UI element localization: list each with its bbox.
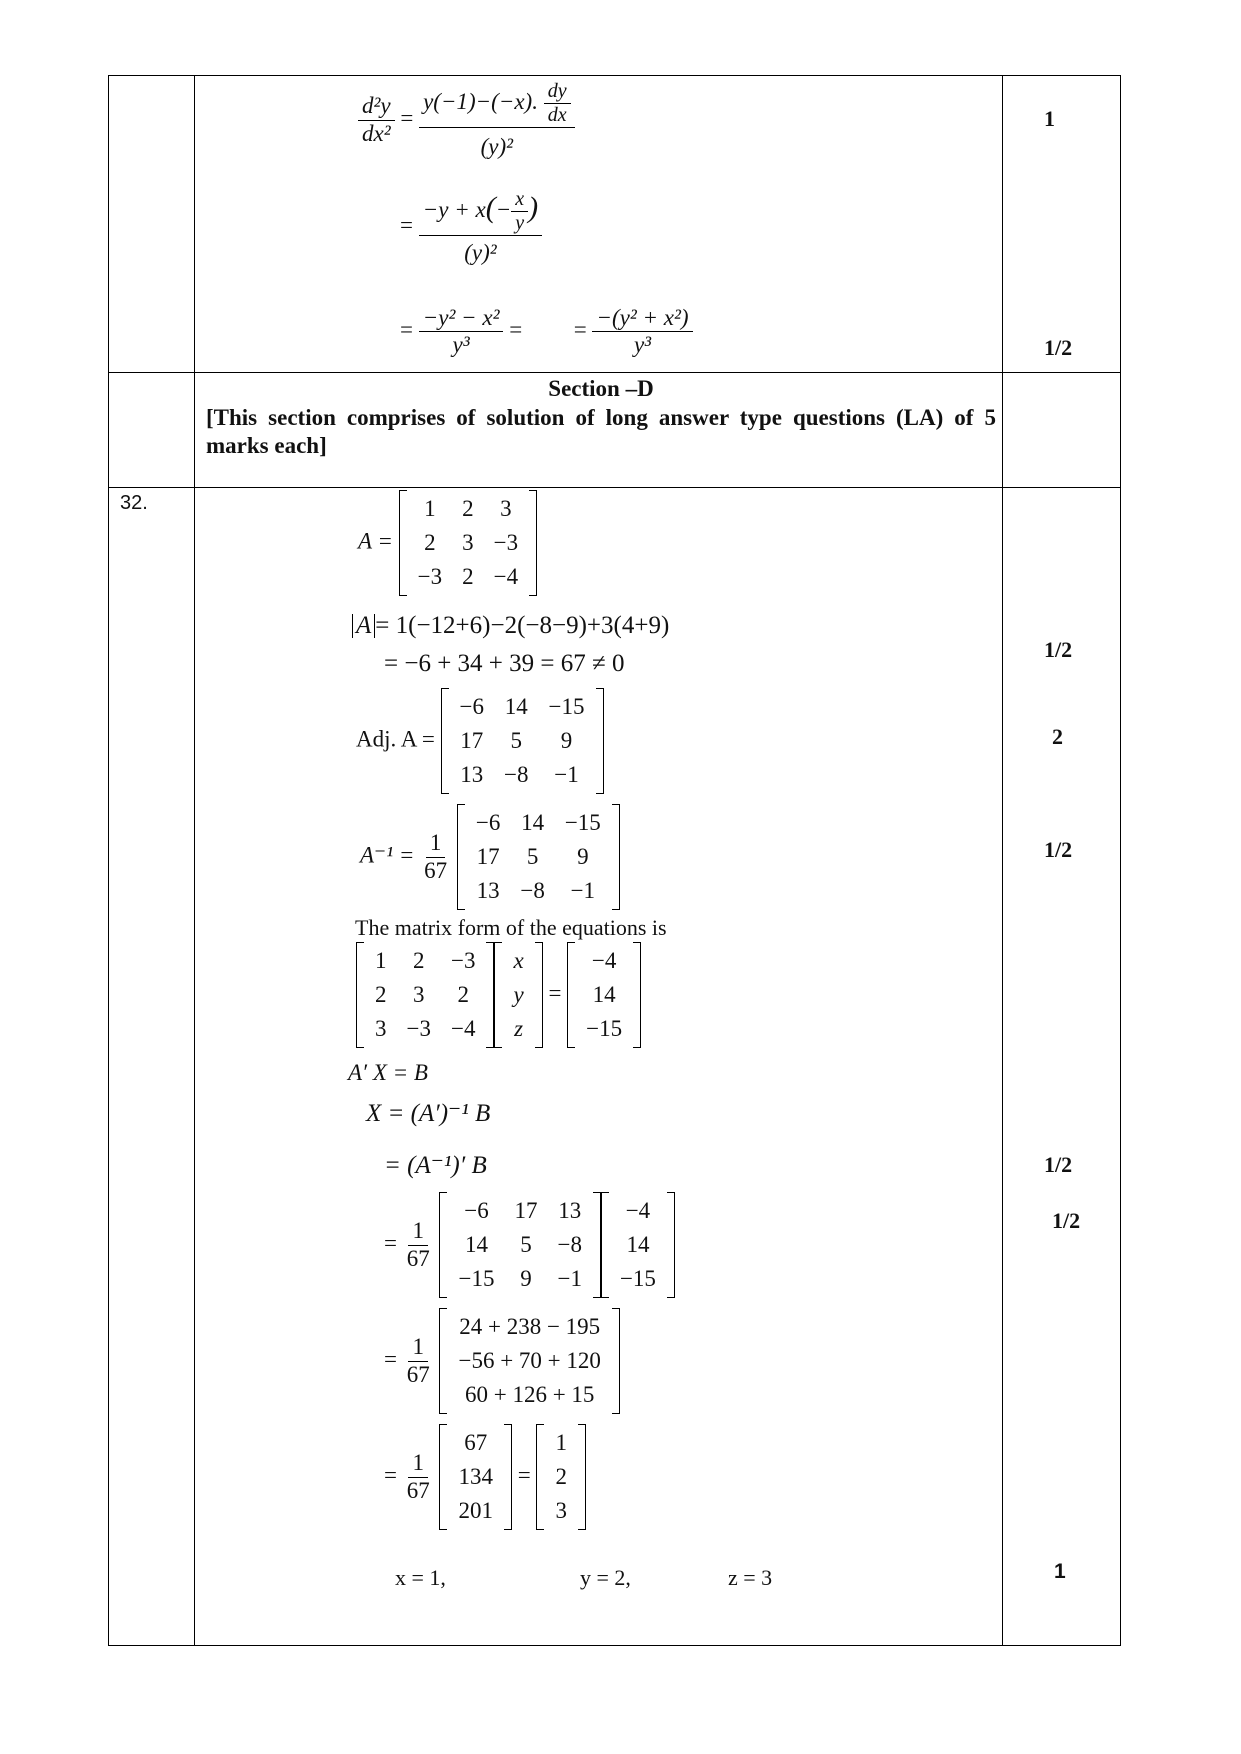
answer-x: x = 1, [395,1565,446,1590]
equation-solve-x: X = (A′)⁻¹ B [366,1100,491,1127]
coefficient-matrix: 1 2 −3 2 3 2 3 −3 −4 [356,942,494,1048]
column-divider-1 [194,75,195,1646]
expanded-vector: 24 + 238 − 195 −56 + 70 + 120 60 + 126 + 15 [439,1308,619,1414]
second-derivative-line-3: = $\frac{\text{−y² − x²}}{\text{y³}}$ = = $\frac{\text{−(y² + x²)}}{\text{y³}}$ [400,305,693,359]
second-derivative-line-2: = −y + x(− $\frac{x}{y}$ ) (y)² [400,188,542,266]
mark-7: 1/2 [1052,1208,1081,1233]
system-matrix-equation: 1 2 −3 2 3 2 3 −3 −4 x y z = −4 14 −15 [356,942,641,1048]
mark-8: 1 [1054,1560,1066,1583]
adjoint-block: Adj. A = −6 14 −15 17 5 9 13 −8 −1 [356,688,604,794]
table-right-border [1120,75,1121,1646]
adjoint-transpose-matrix: −6 17 13 14 5 −8 −15 9 −1 [439,1192,600,1298]
matrix-a-block: A = 1 2 3 2 3 −3 −3 2 −4 [358,490,537,596]
solution-vector: 1 2 3 [536,1424,586,1530]
mark-1: 1 [1044,106,1055,131]
answer-z: z = 3 [728,1565,773,1590]
second-derivative-line-1: $\frac{\text{d²y}}{\text{dx²}}$ = y(−1)−(−x). $\frac{dy}{dx}$ (y)² [358,80,575,160]
determinant-line-1: A = 1(−12+6)−2(−8−9)+3(4+9) [352,612,669,640]
question-number: 32. [120,492,148,514]
section-description: [This section comprises of solution of long answer type questions (LA) of 5 marks each] [206,405,996,458]
mark-6: 1/2 [1044,1152,1073,1177]
equation-inverse-transpose: = (A⁻¹)′ B [384,1152,487,1179]
mark-2: 1/2 [1044,335,1073,360]
expanded-step: = $\frac{1}{67}$ 24 + 238 − 195 −56 + 70 + 120 60 + 126 + 15 [384,1308,620,1414]
mark-4: 2 [1052,724,1063,749]
product-step: = $\frac{1}{67}$ −6 17 13 14 5 −8 −15 9 −1 −4 14 −15 [384,1192,675,1298]
determinant-line-2: = −6 + 34 + 39 = 67 ≠ 0 [384,650,625,677]
result-step: = $\frac{1}{67}$ 67 134 201 = 1 2 3 [384,1424,586,1530]
inverse-matrix: −6 14 −15 17 5 9 13 −8 −1 [457,804,620,910]
column-divider-2 [1002,75,1003,1646]
constant-vector: −4 14 −15 [567,942,641,1048]
matrix-a: 1 2 3 2 3 −3 −3 2 −4 [399,490,537,596]
constant-vector-copy: −4 14 −15 [601,1192,675,1298]
table-bottom-border [108,1645,1121,1646]
section-title: Section –D [548,376,654,401]
row-divider-2 [108,487,1121,488]
adjoint-matrix: −6 14 −15 17 5 9 13 −8 −1 [441,688,604,794]
equation-transpose: A′ X = B [348,1060,428,1085]
mark-5: 1/2 [1044,837,1073,862]
matrix-form-text: The matrix form of the equations is [355,915,667,940]
row-divider-1 [108,372,1121,373]
answer-y: y = 2, [580,1565,631,1590]
result-vector: 67 134 201 [439,1424,512,1530]
variable-vector: x y z [494,942,542,1048]
table-left-border [108,75,109,1646]
table-top-border [108,75,1121,76]
inverse-block: A⁻¹ = $\frac{1}{67}$ −6 14 −15 17 5 9 13 −8 −1 [360,804,620,910]
mark-3: 1/2 [1044,637,1073,662]
